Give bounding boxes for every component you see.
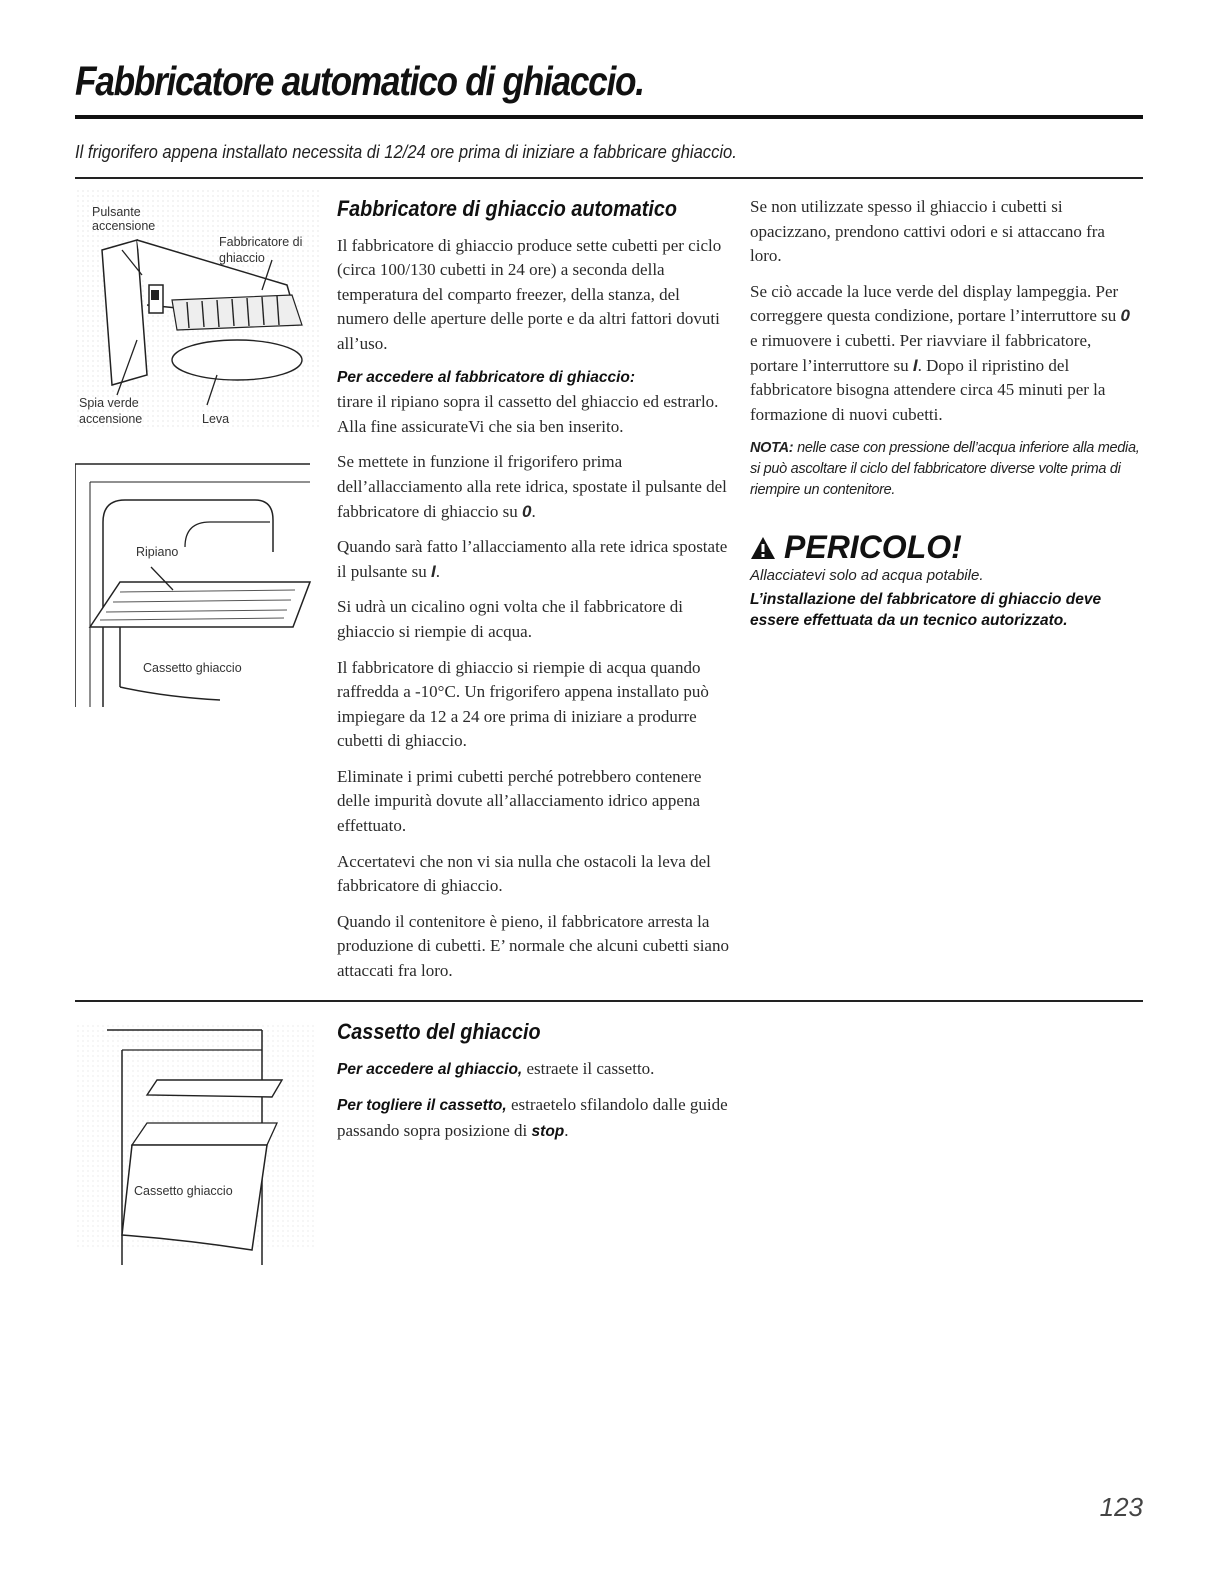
para-access-ice: Per accedere al ghiaccio, estraete il cassetto. bbox=[337, 1058, 655, 1078]
warning-icon bbox=[750, 536, 776, 560]
para-after-water: Quando sarà fatto l’allacciamento alla rete idrica spostate il pulsante su I. bbox=[337, 537, 728, 581]
section-divider-top bbox=[75, 177, 1143, 179]
label-green-light-1: Spia verde bbox=[79, 396, 139, 410]
note-lead: NOTA: bbox=[750, 440, 794, 457]
section-ice-bin bbox=[337, 1020, 732, 1155]
section-icemaker bbox=[337, 197, 732, 995]
page-subtitle: Il frigorifero appena installato necessita di 12/24 ore prima di iniziare a fabbricare ghiaccio. bbox=[75, 142, 737, 162]
danger-line2: L’installazione del fabbricatore di ghiaccio deve essere effettuata da un tecnico autorizzato. bbox=[750, 590, 1102, 629]
danger-line1: Allacciatevi solo ad acqua potabile. bbox=[750, 566, 984, 584]
para-lever: Accertatevi che non vi sia nulla che ostacoli la leva del fabbricatore di ghiaccio. bbox=[337, 851, 711, 896]
para-opaque: Se non utilizzate spesso il ghiaccio i cubetti si opacizzano, prendono cattivi odori e si attaccano fra loro. bbox=[750, 197, 1105, 266]
shelf-illustration bbox=[75, 462, 325, 712]
note-text: nelle case con pressione dell’acqua inferiore alla media, si può ascoltare il ciclo del fabbricatore diverse volte prima di riempire un contenitore. bbox=[750, 440, 1140, 499]
section-ice-bin-heading: Cassetto del ghiaccio bbox=[337, 1019, 541, 1044]
para-filling: Il fabbricatore di ghiaccio si riempie di acqua quando raffredda a -10°C. Un frigorifero appena installato può impiegare da 12 a 24 ore prima di iniziare a produrre cubetti di ghiaccio. bbox=[337, 657, 709, 751]
para-before-water: Se mettete in funzione il frigorifero prima dell’allacciamento alla rete idrica, spostate il pulsante del fabbricatore di ghiaccio su 0. bbox=[337, 452, 727, 521]
label-power-button-2: accensione bbox=[92, 219, 156, 233]
section-icemaker-heading: Fabbricatore di ghiaccio automatico bbox=[337, 196, 677, 221]
page-title: Fabbricatore automatico di ghiaccio. bbox=[75, 58, 644, 104]
label-icemaker-1: Fabbricatore di bbox=[219, 235, 303, 249]
label-shelf: Ripiano bbox=[136, 545, 179, 559]
label-icemaker-2: ghiaccio bbox=[219, 251, 265, 265]
access-lead: Per accedere al fabbricatore di ghiaccio: bbox=[337, 368, 636, 386]
note bbox=[750, 438, 1140, 501]
para-buzzer: Si udrà un cicalino ogni volta che il fabbricatore di ghiaccio si riempie di acqua. bbox=[337, 597, 684, 641]
para-access bbox=[337, 365, 732, 440]
title-rule bbox=[75, 115, 1143, 119]
para-remove-bin: Per togliere il cassetto, estraetelo sfilandolo dalle guide passando sopra posizione di stop. bbox=[337, 1095, 728, 1140]
para-green-light: Se ciò accade la luce verde del display lampeggia. Per correggere questa condizione, portare l’interruttore su 0 e rimuovere i cubetti. Per riavviare il fabbricatore, portare l’interruttore su I. Dopo il ripristino del fabbricatore bisogna attendere circa 45 minuti per la formazione di nuovi cubetti. bbox=[750, 281, 1130, 424]
label-bin: Cassetto ghiaccio bbox=[143, 661, 242, 675]
para-production: Il fabbricatore di ghiaccio produce sette cubetti per ciclo (circa 100/130 cubetti in 24 ore) a seconda della temperatura del comparto freezer, della stanza, del numero delle aperture delle porte e da altri fattori dovuti all’uso. bbox=[337, 235, 722, 353]
access-text: tirare il ripiano sopra il cassetto del ghiaccio ed estrarlo. Alla fine assicurateVi che sia ben inserito. bbox=[337, 392, 719, 436]
ice-bin-illustration bbox=[77, 1025, 322, 1270]
label-power-button-1: Pulsante bbox=[92, 205, 141, 219]
label-lever: Leva bbox=[202, 412, 230, 426]
section-divider-middle bbox=[75, 1000, 1143, 1002]
para-discard: Eliminate i primi cubetti perché potrebbero contenere delle impurità dovute all’allacciamento idrico appena effettuato. bbox=[337, 766, 702, 836]
label-ice-bin: Cassetto ghiaccio bbox=[134, 1184, 233, 1198]
label-green-light-2: accensione bbox=[79, 412, 143, 426]
danger-title: PERICOLO! bbox=[784, 529, 962, 566]
icemaker-illustration bbox=[77, 190, 322, 435]
danger-heading bbox=[750, 529, 1140, 566]
para-full-bin: Quando il contenitore è pieno, il fabbricatore arresta la produzione di cubetti. E’ normale che alcuni cubetti siano attaccati fra loro. bbox=[337, 911, 729, 981]
section-icemaker-right bbox=[750, 195, 1140, 631]
page-number: 123 bbox=[1099, 1492, 1143, 1522]
